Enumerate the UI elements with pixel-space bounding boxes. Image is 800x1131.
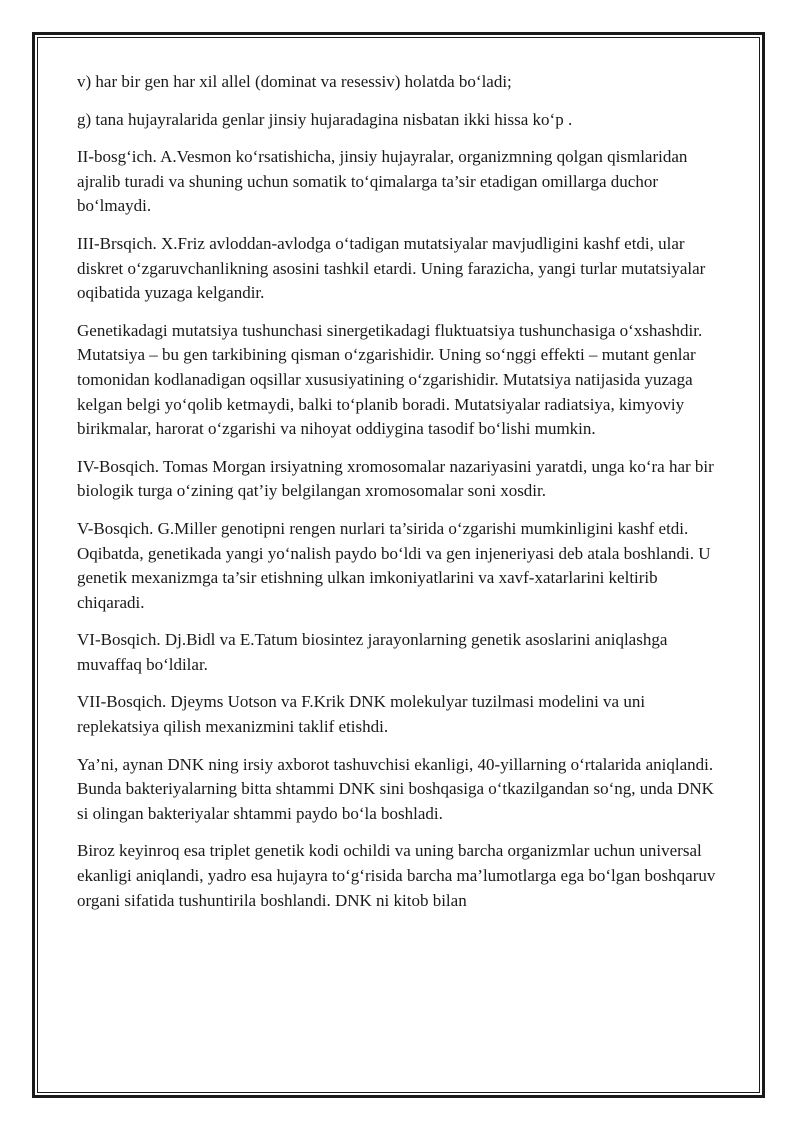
paragraph-somatic-genes: g) tana hujayralarida genlar jinsiy hujaradagina nisbatan ikki hissa ko‘p .	[77, 109, 573, 129]
paragraph-stage-5: V-Bosqich. G.Miller genotipni rengen nurlari ta’sirida o‘zgarishi mumkinligini kashf etdi. Oqibatda, genetikada yangi yo‘nalish paydo bo‘ldi va gen injeneriyasi deb atala boshlandi. U genetik mexanizmga ta’sir etishning ulkan imkoniyatlarini va xavf-xatarlarini keltirib chiqaradi.	[77, 518, 711, 612]
paragraph-stage-3: III-Brsqich. X.Friz avloddan-avlodga o‘tadigan mutatsiyalar mavjudligini kashf etdi, ular diskret o‘zgaruvchanlikning asosini tashkil etardi. Uning farazicha, yangi turlar mutatsiyalar oqibatida yuzaga kelgandir.	[77, 233, 706, 303]
paragraph-allele: v) har bir gen har xil allel (dominat va resessiv) holatda bo‘ladi;	[77, 72, 512, 91]
paragraph-genetic-code: Biroz keyinroq esa triplet genetik kodi ochildi va uning barcha organizmlar uchun universal ekanligi aniqlandi, yadro esa hujayra to‘g‘risida barcha ma’lumotlarga ega bo‘lgan boshqaruv organi sifatida tushuntirila boshlandi. DNK ni kitob bilan	[77, 841, 716, 910]
paragraph-stage-4: IV-Bosqich. Tomas Morgan irsiyatning xromosomalar nazariyasini yaratdi, unga ko‘ra har bir biologik turga o‘zining qat’iy belgilangan xromosomalar soni xosdir.	[77, 456, 714, 501]
paragraph-mutation-concept: Genetikadagi mutatsiya tushunchasi sinergetikadagi fluktuatsiya tushunchasiga o‘xshashdir. Mutatsiya – bu gen tarkibining qisman o‘zgarishidir. Uning so‘nggi effekti – mutant genlar tomonidan kodlanadigan oqsillar xususiyatining o‘zgarishidir. Mutatsiya natijasida yuzaga kelgan belgi yo‘qolib ketmaydi, balki to‘planib boradi. Mutatsiyalar radiatsiya, kimyoviy birikmalar, harorat o‘zgarishi va nihoyat oddiygina tasodif bo‘lishi mumkin.	[77, 320, 703, 439]
paragraph-stage-2: II-bosg‘ich. A.Vesmon ko‘rsatishicha, jinsiy hujayralar, organizmning qolgan qismlaridan ajralib turadi va shuning uchun somatik to‘qimalarga ta’sir etadigan omillarga duchor bo‘lmaydi.	[77, 147, 688, 216]
paragraph-stage-7: VII-Bosqich. Djeyms Uotson va F.Krik DNK molekulyar tuzilmasi modelini va uni replekatsiya qilish mexanizmini taklif etishdi.	[77, 692, 646, 737]
paragraph-dna-discovery: Ya’ni, aynan DNK ning irsiy axborot tashuvchisi ekanligi, 40-yillarning o‘rtalarida aniqlandi. Bunda bakteriyalarning bitta shtammi DNK sini boshqasiga o‘tkazilgandan so‘ng, unda DNK si olingan bakteriyalar shtammi paydo bo‘la boshladi.	[77, 754, 714, 823]
document-body	[77, 70, 727, 926]
paragraph-stage-6: VI-Bosqich. Dj.Bidl va E.Tatum biosintez jarayonlarning genetik asoslarini aniqlashga muvaffaq bo‘ldilar.	[77, 630, 668, 674]
